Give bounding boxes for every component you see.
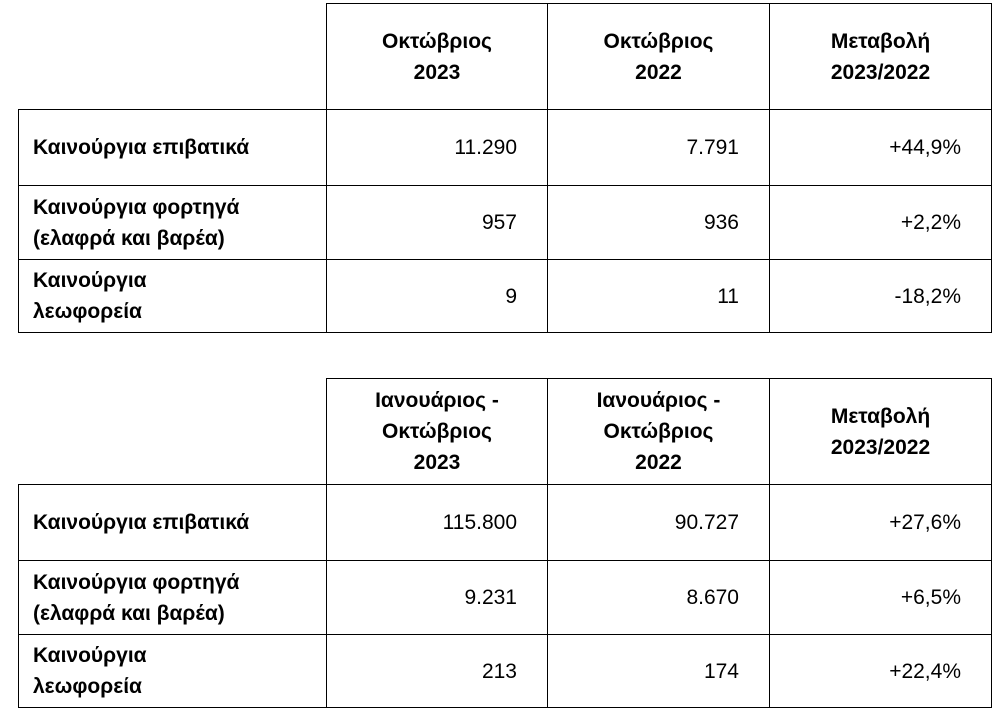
- cell-2023: 957: [327, 186, 548, 260]
- header-ytd-2023: Ιανουάριος - Οκτώβριος 2023: [327, 379, 548, 485]
- cell-2023: 213: [327, 635, 548, 708]
- cell-2023: 11.290: [327, 110, 548, 186]
- cell-change: +44,9%: [770, 110, 992, 186]
- table-row-passenger-cars: [19, 110, 992, 186]
- cell-change: +6,5%: [770, 561, 992, 635]
- cell-change: +2,2%: [770, 186, 992, 260]
- table-header-row: [19, 379, 992, 485]
- header-october-2023: Οκτώβριος 2023: [327, 4, 548, 110]
- header-change: Μεταβολή 2023/2022: [770, 379, 992, 485]
- cell-change: +22,4%: [770, 635, 992, 708]
- cell-2022: 11: [548, 260, 770, 333]
- table-row-passenger-cars: [19, 485, 992, 561]
- table-row-buses: [19, 635, 992, 708]
- row-label-buses: Καινούργια λεωφορεία: [19, 260, 327, 333]
- cell-2023: 9: [327, 260, 548, 333]
- row-label-passenger-cars: Καινούργια επιβατικά: [19, 110, 327, 186]
- row-label-trucks: Καινούργια φορτηγά (ελαφρά και βαρέα): [19, 186, 327, 260]
- cell-2022: 936: [548, 186, 770, 260]
- table-header-row: [19, 4, 992, 110]
- row-label-passenger-cars: Καινούργια επιβατικά: [19, 485, 327, 561]
- october-registrations-table: [18, 3, 992, 333]
- table-row-trucks: [19, 561, 992, 635]
- ytd-registrations-table: [18, 378, 992, 708]
- cell-change: +27,6%: [770, 485, 992, 561]
- cell-2022: 7.791: [548, 110, 770, 186]
- row-label-buses: Καινούργια λεωφορεία: [19, 635, 327, 708]
- table-row-buses: [19, 260, 992, 333]
- header-ytd-2022: Ιανουάριος - Οκτώβριος 2022: [548, 379, 770, 485]
- header-october-2022: Οκτώβριος 2022: [548, 4, 770, 110]
- cell-2023: 9.231: [327, 561, 548, 635]
- header-corner-cell: [19, 4, 327, 110]
- header-change: Μεταβολή 2023/2022: [770, 4, 992, 110]
- cell-2022: 8.670: [548, 561, 770, 635]
- cell-2022: 90.727: [548, 485, 770, 561]
- cell-2022: 174: [548, 635, 770, 708]
- header-corner-cell: [19, 379, 327, 485]
- table-row-trucks: [19, 186, 992, 260]
- cell-change: -18,2%: [770, 260, 992, 333]
- row-label-trucks: Καινούργια φορτηγά (ελαφρά και βαρέα): [19, 561, 327, 635]
- cell-2023: 115.800: [327, 485, 548, 561]
